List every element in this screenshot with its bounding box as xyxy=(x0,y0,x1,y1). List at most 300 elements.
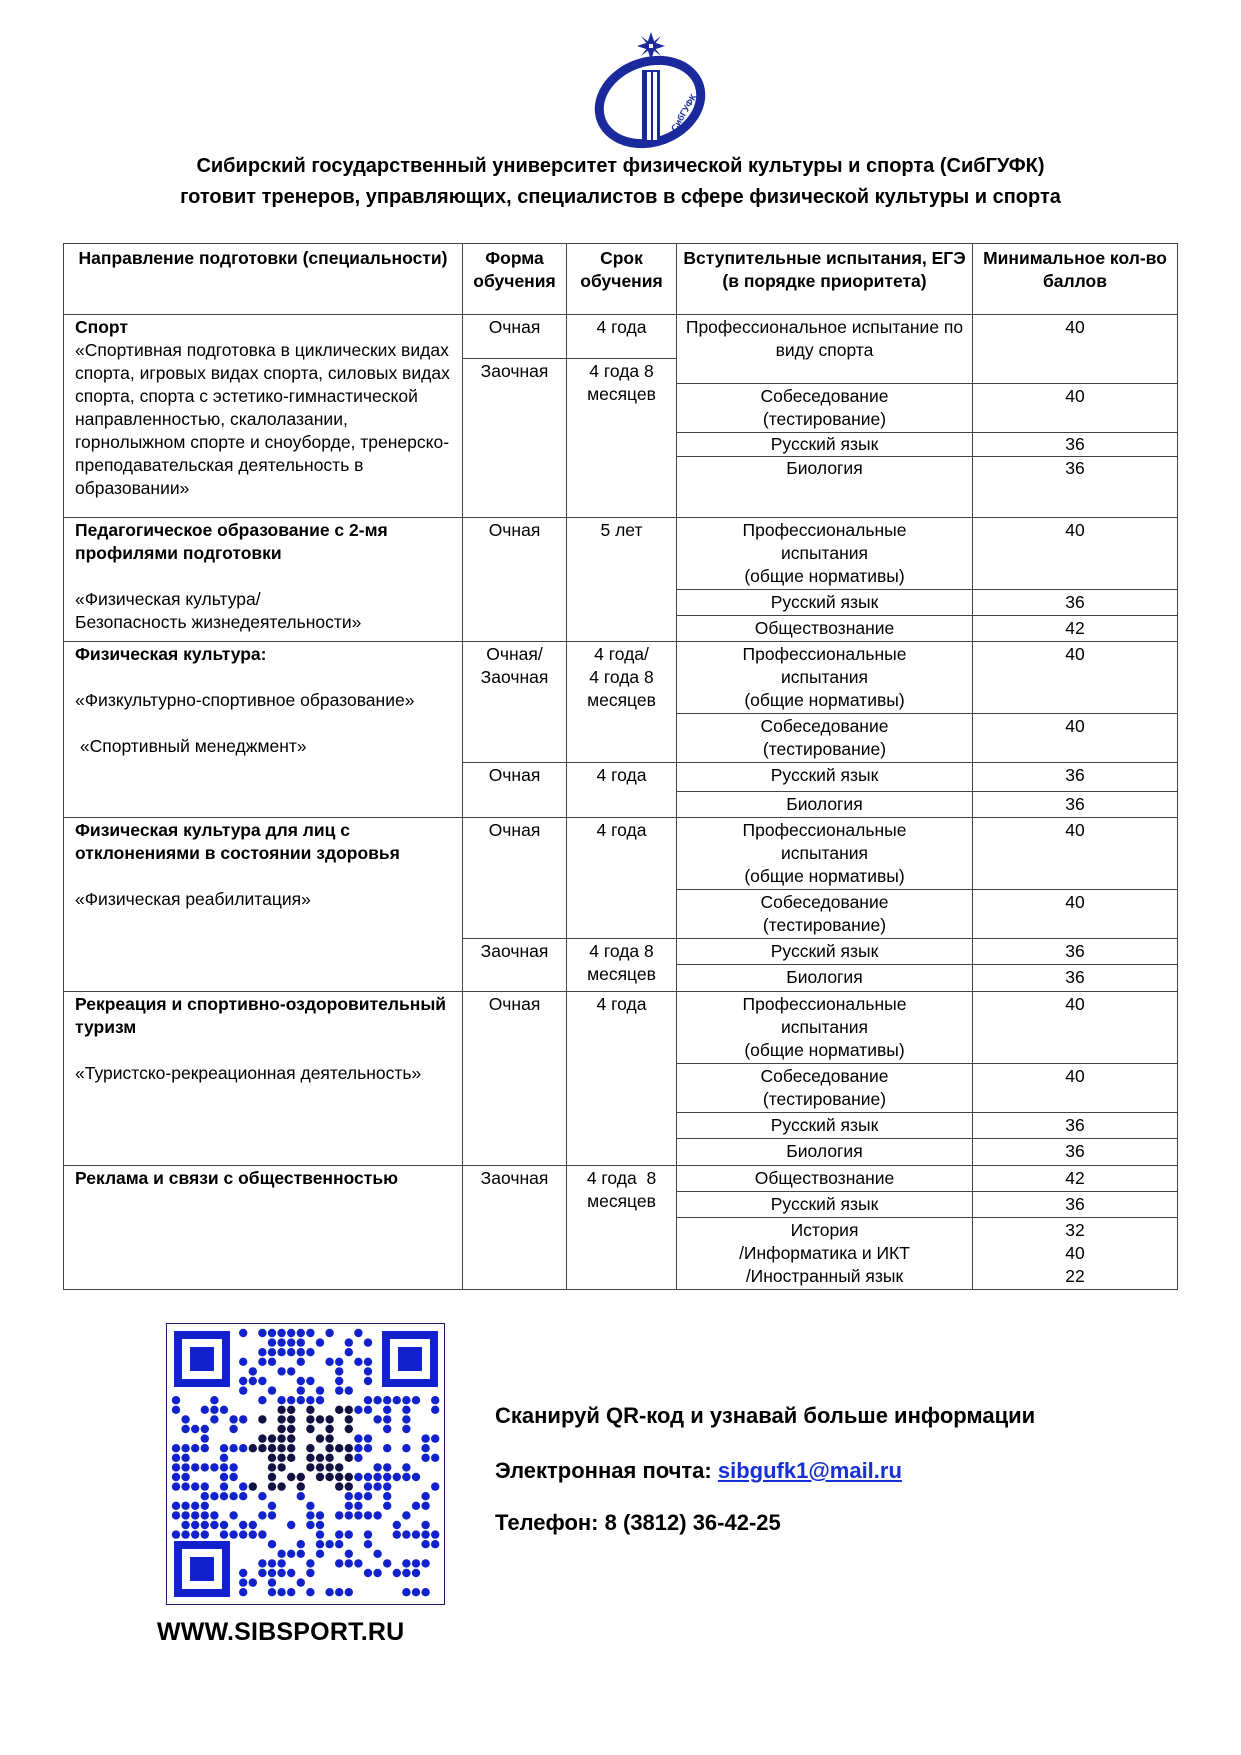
exam-name: Профессиональные испытания (общие нормативы) xyxy=(677,518,973,590)
qr-module xyxy=(239,1521,247,1529)
qr-module xyxy=(239,1569,247,1577)
qr-module xyxy=(306,1463,314,1471)
qr-module xyxy=(364,1396,372,1404)
qr-module xyxy=(335,1358,343,1366)
qr-module xyxy=(239,1444,247,1452)
qr-module xyxy=(431,1396,439,1404)
qr-module xyxy=(383,1492,391,1500)
qr-module xyxy=(220,1444,228,1452)
qr-module xyxy=(306,1415,314,1423)
program-title: Рекреация и спортивно-оздоровительный туризм xyxy=(75,994,447,1037)
qr-module xyxy=(201,1530,209,1538)
study-term: 4 года xyxy=(567,763,677,818)
qr-module xyxy=(249,1377,257,1385)
qr-module xyxy=(201,1425,209,1433)
qr-module xyxy=(201,1482,209,1490)
qr-module xyxy=(373,1569,381,1577)
program-profile: «Туристско-рекреационная деятельность» xyxy=(75,1063,422,1083)
email-label: Электронная почта: xyxy=(495,1458,712,1483)
qr-module xyxy=(249,1578,257,1586)
qr-module xyxy=(393,1530,401,1538)
qr-module xyxy=(335,1530,343,1538)
qr-module xyxy=(277,1569,285,1577)
qr-module xyxy=(345,1511,353,1519)
exam-score: 40 xyxy=(973,714,1178,763)
qr-module xyxy=(421,1521,429,1529)
qr-module xyxy=(229,1530,237,1538)
qr-module xyxy=(297,1540,305,1548)
qr-module xyxy=(325,1434,333,1442)
qr-module xyxy=(306,1454,314,1462)
qr-module xyxy=(172,1530,180,1538)
table-header-row xyxy=(64,244,1178,315)
qr-module xyxy=(229,1444,237,1452)
qr-module xyxy=(316,1454,324,1462)
qr-module xyxy=(277,1425,285,1433)
qr-module xyxy=(239,1329,247,1337)
qr-caption: Сканируй QR-код и узнавай больше информации xyxy=(495,1403,1036,1428)
qr-module xyxy=(421,1492,429,1500)
qr-module xyxy=(345,1406,353,1414)
qr-module xyxy=(421,1540,429,1548)
qr-module xyxy=(364,1434,372,1442)
qr-module xyxy=(258,1377,266,1385)
col-exams: Вступительные испытания, ЕГЭ (в порядке приоритета) xyxy=(677,244,973,315)
study-form: Заочная xyxy=(463,1166,567,1290)
qr-module xyxy=(345,1425,353,1433)
qr-module xyxy=(258,1348,266,1356)
qr-module xyxy=(345,1588,353,1596)
qr-module xyxy=(335,1588,343,1596)
qr-module xyxy=(277,1406,285,1414)
qr-module xyxy=(220,1406,228,1414)
exam-score: 36 36 xyxy=(973,433,1178,518)
qr-module xyxy=(345,1559,353,1567)
qr-module xyxy=(306,1406,314,1414)
program-title: Реклама и связи с общественностью xyxy=(75,1168,399,1188)
qr-module xyxy=(287,1367,295,1375)
qr-module xyxy=(345,1482,353,1490)
qr-module xyxy=(268,1463,276,1471)
qr-module xyxy=(277,1338,285,1346)
qr-module xyxy=(287,1473,295,1481)
exam-score: 40 xyxy=(973,384,1178,433)
university-logo xyxy=(590,28,720,150)
exam-name: Собеседование (тестирование) xyxy=(677,714,973,763)
qr-module xyxy=(373,1511,381,1519)
qr-module xyxy=(345,1550,353,1558)
qr-module xyxy=(220,1463,228,1471)
qr-module xyxy=(354,1329,362,1337)
qr-module xyxy=(268,1540,276,1548)
qr-module xyxy=(287,1415,295,1423)
table-row xyxy=(64,1166,1178,1192)
qr-module xyxy=(201,1511,209,1519)
qr-module xyxy=(345,1454,353,1462)
qr-module xyxy=(220,1473,228,1481)
exam-score: 40 xyxy=(973,315,1178,384)
qr-module xyxy=(316,1550,324,1558)
study-form: Очная xyxy=(463,992,567,1166)
program-title: Педагогическое образование с 2-мя профилями подготовки xyxy=(75,520,388,563)
qr-module xyxy=(316,1338,324,1346)
qr-module xyxy=(191,1482,199,1490)
exam-name: Обществознание xyxy=(677,616,973,642)
program-profile: «Спортивная подготовка в циклических видах спорта, игровых видах спорта, силовых видах спорта, спорта с эстетико-гимнастической направленностью, скалолазании, горнолыжном спорте и сноуборде, тренерско-преподавательская деятельность в образовании» xyxy=(75,340,450,498)
qr-module xyxy=(277,1329,285,1337)
table-row xyxy=(64,642,1178,714)
qr-module xyxy=(431,1540,439,1548)
exam-name: Собеседование (тестирование) xyxy=(677,890,973,939)
qr-code-icon[interactable] xyxy=(166,1323,445,1605)
qr-module xyxy=(345,1338,353,1346)
qr-module xyxy=(402,1415,410,1423)
table-row xyxy=(64,992,1178,1064)
qr-module xyxy=(287,1434,295,1442)
qr-module xyxy=(229,1511,237,1519)
qr-module xyxy=(364,1482,372,1490)
qr-module xyxy=(402,1396,410,1404)
qr-module xyxy=(268,1338,276,1346)
study-form: Очная xyxy=(463,763,567,818)
qr-module xyxy=(306,1521,314,1529)
qr-module xyxy=(229,1425,237,1433)
qr-module xyxy=(287,1588,295,1596)
qr-module xyxy=(306,1588,314,1596)
qr-module xyxy=(421,1434,429,1442)
qr-module xyxy=(229,1473,237,1481)
qr-module xyxy=(421,1559,429,1567)
qr-module xyxy=(373,1473,381,1481)
qr-module xyxy=(201,1444,209,1452)
qr-module xyxy=(258,1358,266,1366)
table-row xyxy=(64,315,1178,359)
qr-module xyxy=(258,1434,266,1442)
qr-module xyxy=(220,1521,228,1529)
qr-module xyxy=(181,1425,189,1433)
qr-module xyxy=(181,1473,189,1481)
qr-module xyxy=(201,1502,209,1510)
qr-module xyxy=(412,1502,420,1510)
email-link[interactable]: sibgufk1@mail.ru xyxy=(717,1458,902,1483)
qr-module xyxy=(297,1396,305,1404)
phone-number: 8 (3812) 36-42-25 xyxy=(604,1510,781,1535)
exam-score: 36 xyxy=(973,965,1178,992)
exam-score: 36 xyxy=(973,792,1178,818)
qr-module xyxy=(287,1454,295,1462)
qr-module xyxy=(201,1463,209,1471)
qr-module xyxy=(354,1444,362,1452)
qr-module xyxy=(316,1396,324,1404)
qr-module xyxy=(335,1559,343,1567)
qr-module xyxy=(287,1425,295,1433)
qr-module xyxy=(325,1463,333,1471)
study-term: 5 лет xyxy=(567,518,677,642)
qr-module xyxy=(239,1415,247,1423)
qr-module xyxy=(297,1348,305,1356)
study-term: 4 года xyxy=(567,992,677,1166)
qr-module xyxy=(306,1425,314,1433)
program-recreation xyxy=(64,992,463,1166)
qr-module xyxy=(364,1511,372,1519)
qr-module xyxy=(335,1540,343,1548)
qr-module xyxy=(373,1396,381,1404)
qr-module xyxy=(210,1511,218,1519)
qr-module xyxy=(345,1415,353,1423)
study-term: 4 года xyxy=(567,315,677,359)
qr-module xyxy=(412,1588,420,1596)
qr-module xyxy=(412,1569,420,1577)
qr-module xyxy=(210,1406,218,1414)
qr-module xyxy=(277,1482,285,1490)
exam-name xyxy=(677,433,973,518)
qr-module xyxy=(239,1482,247,1490)
study-form: Очная xyxy=(463,818,567,939)
qr-module xyxy=(402,1588,410,1596)
qr-module xyxy=(325,1444,333,1452)
col-term: Срок обучения xyxy=(567,244,677,315)
program-profile: «Физкультурно-спортивное образование» xyxy=(75,690,415,710)
qr-module xyxy=(345,1444,353,1452)
exam-score: 36 xyxy=(973,1192,1178,1218)
study-term: 4 года 8 месяцев xyxy=(567,1166,677,1290)
qr-module xyxy=(268,1569,276,1577)
qr-module xyxy=(316,1415,324,1423)
qr-module xyxy=(412,1396,420,1404)
qr-module xyxy=(210,1463,218,1471)
qr-module xyxy=(268,1511,276,1519)
qr-module xyxy=(335,1406,343,1414)
qr-module xyxy=(191,1530,199,1538)
qr-module xyxy=(306,1502,314,1510)
qr-module xyxy=(268,1482,276,1490)
qr-module xyxy=(373,1482,381,1490)
qr-module xyxy=(431,1530,439,1538)
exam-score: 36 xyxy=(973,1139,1178,1166)
qr-module xyxy=(249,1444,257,1452)
qr-module xyxy=(229,1463,237,1471)
qr-module xyxy=(297,1578,305,1586)
exam-name: Русский язык xyxy=(677,763,973,792)
qr-module xyxy=(316,1434,324,1442)
qr-module xyxy=(325,1358,333,1366)
qr-module xyxy=(354,1473,362,1481)
qr-module xyxy=(402,1559,410,1567)
program-pedagog xyxy=(64,518,463,642)
qr-module xyxy=(364,1377,372,1385)
qr-module xyxy=(258,1396,266,1404)
qr-module xyxy=(249,1482,257,1490)
qr-module xyxy=(201,1406,209,1414)
qr-module xyxy=(431,1482,439,1490)
qr-module xyxy=(297,1550,305,1558)
qr-module xyxy=(383,1463,391,1471)
qr-module xyxy=(383,1396,391,1404)
study-form: Очная xyxy=(463,518,567,642)
study-term: 4 года/ 4 года 8 месяцев xyxy=(567,642,677,763)
qr-module xyxy=(393,1521,401,1529)
qr-module xyxy=(421,1530,429,1538)
qr-module xyxy=(383,1406,391,1414)
qr-module xyxy=(364,1444,372,1452)
qr-module xyxy=(239,1530,247,1538)
qr-module xyxy=(297,1473,305,1481)
program-title: Спорт xyxy=(75,317,128,337)
qr-module xyxy=(316,1530,324,1538)
qr-module xyxy=(383,1482,391,1490)
qr-module xyxy=(268,1386,276,1394)
qr-module xyxy=(277,1550,285,1558)
qr-module xyxy=(239,1358,247,1366)
exam-score: 42 xyxy=(973,1166,1178,1192)
qr-module xyxy=(335,1386,343,1394)
study-form: Очная xyxy=(463,315,567,359)
qr-module xyxy=(402,1530,410,1538)
qr-module xyxy=(421,1454,429,1462)
qr-module xyxy=(402,1569,410,1577)
qr-module xyxy=(354,1559,362,1567)
qr-module xyxy=(402,1463,410,1471)
qr-module xyxy=(335,1482,343,1490)
program-profile: «Физическая реабилитация» xyxy=(75,889,311,909)
qr-module xyxy=(412,1559,420,1567)
qr-module xyxy=(297,1386,305,1394)
qr-module xyxy=(181,1530,189,1538)
study-term: 4 года 8 месяцев xyxy=(567,359,677,518)
qr-module xyxy=(364,1492,372,1500)
exam-score: 36 xyxy=(973,763,1178,792)
qr-module xyxy=(268,1473,276,1481)
exam-score: 40 xyxy=(973,642,1178,714)
exam-name: Русский язык xyxy=(677,939,973,965)
qr-module xyxy=(287,1569,295,1577)
qr-module xyxy=(268,1588,276,1596)
qr-module xyxy=(325,1425,333,1433)
exam-score: 42 xyxy=(973,616,1178,642)
exam-score: 36 xyxy=(973,1113,1178,1139)
qr-module xyxy=(172,1406,180,1414)
qr-module xyxy=(364,1406,372,1414)
qr-module xyxy=(277,1444,285,1452)
qr-module xyxy=(172,1463,180,1471)
qr-module xyxy=(201,1434,209,1442)
qr-module xyxy=(287,1348,295,1356)
qr-module xyxy=(268,1434,276,1442)
qr-module xyxy=(431,1406,439,1414)
qr-module xyxy=(201,1521,209,1529)
qr-module xyxy=(210,1492,218,1500)
qr-module xyxy=(345,1530,353,1538)
qr-module xyxy=(306,1569,314,1577)
qr-module xyxy=(229,1415,237,1423)
qr-module xyxy=(181,1444,189,1452)
exam-score: 40 xyxy=(973,890,1178,939)
qr-module xyxy=(258,1559,266,1567)
qr-module xyxy=(268,1444,276,1452)
qr-module xyxy=(249,1521,257,1529)
qr-module xyxy=(239,1386,247,1394)
qr-module xyxy=(373,1415,381,1423)
qr-module xyxy=(364,1338,372,1346)
qr-module xyxy=(258,1569,266,1577)
qr-module xyxy=(277,1588,285,1596)
qr-module xyxy=(316,1511,324,1519)
qr-module xyxy=(373,1550,381,1558)
qr-module xyxy=(181,1415,189,1423)
programs-table xyxy=(63,243,1178,1290)
qr-module xyxy=(325,1329,333,1337)
qr-module xyxy=(210,1521,218,1529)
qr-module xyxy=(258,1530,266,1538)
qr-module xyxy=(277,1415,285,1423)
qr-module xyxy=(220,1454,228,1462)
qr-module xyxy=(345,1473,353,1481)
col-direction: Направление подготовки (специальности) xyxy=(64,244,463,315)
qr-module xyxy=(325,1588,333,1596)
exam-name: Профессиональные испытания (общие нормативы) xyxy=(677,992,973,1064)
qr-module xyxy=(277,1348,285,1356)
study-form: Заочная xyxy=(463,939,567,992)
program-profile: «Спортивный менеджмент» xyxy=(75,736,307,756)
qr-module xyxy=(373,1463,381,1471)
qr-module xyxy=(316,1521,324,1529)
qr-module xyxy=(287,1406,295,1414)
qr-module xyxy=(364,1473,372,1481)
qr-module xyxy=(354,1358,362,1366)
qr-module xyxy=(335,1377,343,1385)
program-profile: «Физическая культура/ Безопасность жизнедеятельности» xyxy=(75,589,362,632)
exam-name: Биология xyxy=(677,1139,973,1166)
qr-module xyxy=(191,1444,199,1452)
qr-module xyxy=(239,1492,247,1500)
qr-module xyxy=(383,1444,391,1452)
qr-module xyxy=(402,1444,410,1452)
qr-module xyxy=(364,1569,372,1577)
qr-module xyxy=(316,1386,324,1394)
qr-module xyxy=(306,1377,314,1385)
qr-module xyxy=(258,1444,266,1452)
program-physical xyxy=(64,642,463,818)
study-term: 4 года xyxy=(567,818,677,939)
exam-name: Профессиональные испытания (общие нормативы) xyxy=(677,642,973,714)
qr-module xyxy=(364,1358,372,1366)
qr-module xyxy=(277,1367,285,1375)
qr-module xyxy=(249,1530,257,1538)
qr-module xyxy=(383,1425,391,1433)
page-subtitle: готовит тренеров, управляющих, специалистов в сфере физической культуры и спорта xyxy=(180,186,1061,208)
exam-score: 32 40 22 xyxy=(973,1218,1178,1290)
qr-module xyxy=(364,1540,372,1548)
website-link[interactable]: WWW.SIBSPORT.RU xyxy=(157,1618,405,1646)
qr-module xyxy=(181,1502,189,1510)
qr-module xyxy=(191,1463,199,1471)
qr-module xyxy=(172,1482,180,1490)
qr-module xyxy=(345,1348,353,1356)
exam-score: 36 xyxy=(973,590,1178,616)
qr-module xyxy=(306,1511,314,1519)
qr-module xyxy=(201,1492,209,1500)
qr-module xyxy=(277,1396,285,1404)
qr-module xyxy=(421,1444,429,1452)
qr-module xyxy=(354,1406,362,1414)
exam-score: 40 xyxy=(973,992,1178,1064)
qr-module xyxy=(220,1482,228,1490)
qr-module xyxy=(268,1329,276,1337)
qr-module xyxy=(354,1492,362,1500)
qr-module xyxy=(181,1463,189,1471)
qr-module xyxy=(268,1578,276,1586)
qr-module xyxy=(220,1492,228,1500)
